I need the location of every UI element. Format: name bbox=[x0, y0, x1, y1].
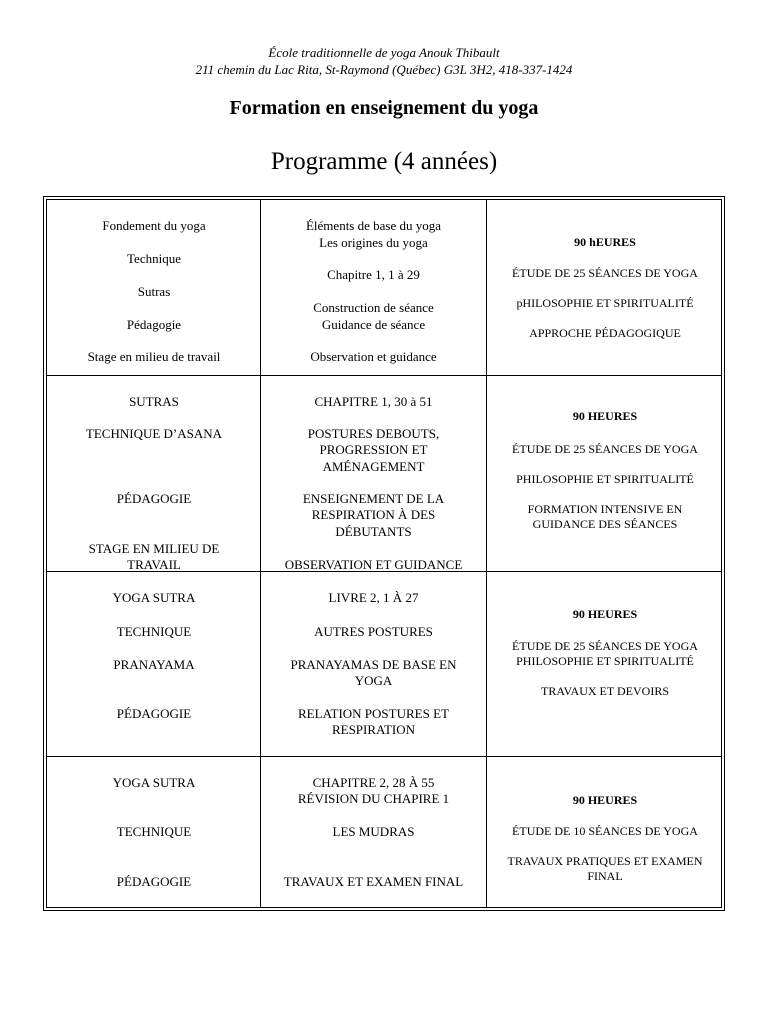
row4-col1-line: YOGA SUTRA bbox=[112, 775, 196, 790]
row1-col1-line: Technique bbox=[127, 251, 181, 266]
row2-col3-line: PHILOSOPHIE ET SPIRITUALITÉ bbox=[516, 472, 694, 486]
row3-col2-line: RESPIRATION bbox=[331, 722, 416, 737]
row2-col2-line: OBSERVATION ET GUIDANCE bbox=[284, 557, 463, 572]
row4-col1-line: TECHNIQUE bbox=[116, 824, 192, 839]
row1-col2-line: Guidance de séance bbox=[321, 317, 426, 332]
row1-col1-line: Fondement du yoga bbox=[102, 218, 206, 233]
row3-col2-line: RELATION POSTURES ET bbox=[298, 706, 449, 721]
row1-col3-line: pHILOSOPHIE ET SPIRITUALITÉ bbox=[516, 296, 694, 310]
document-subtitle: Programme (4 années) bbox=[270, 148, 498, 175]
row2-col2-line: RESPIRATION À DES bbox=[311, 507, 436, 522]
row3-hours: 90 HEURES bbox=[572, 607, 638, 621]
row3-col2-line: YOGA bbox=[354, 673, 393, 688]
row-divider bbox=[47, 375, 721, 376]
row4-col2-line: TRAVAUX ET EXAMEN FINAL bbox=[283, 874, 464, 889]
row1-col2-line: Construction de séance bbox=[313, 300, 434, 315]
row1-col2-line: Les origines du yoga bbox=[319, 235, 428, 250]
row2-col2-line: DÉBUTANTS bbox=[335, 524, 412, 539]
row1-col2-line: Éléments de base du yoga bbox=[305, 218, 441, 233]
row2-col1-line: SUTRAS bbox=[129, 394, 179, 409]
row1-col2-line: Chapitre 1, 1 à 29 bbox=[327, 267, 420, 282]
row4-col3-line: ÉTUDE DE 10 SÉANCES DE YOGA bbox=[512, 824, 698, 838]
row2-col2-line: CHAPITRE 1, 30 à 51 bbox=[314, 394, 433, 409]
row3-col1-line: TECHNIQUE bbox=[116, 624, 192, 639]
row2-col1-line: PÉDAGOGIE bbox=[116, 491, 192, 506]
row3-col1-line: YOGA SUTRA bbox=[112, 590, 196, 605]
row2-col2-line: PROGRESSION ET bbox=[319, 442, 428, 457]
row2-col1-line: TECHNIQUE D’ASANA bbox=[85, 426, 223, 441]
row1-col1-line: Stage en milieu de travail bbox=[87, 349, 221, 364]
row3-col3-line: PHILOSOPHIE ET SPIRITUALITÉ bbox=[516, 654, 694, 668]
row3-col1-line: PRANAYAMA bbox=[113, 657, 195, 672]
row1-col1-line: Pédagogie bbox=[126, 317, 182, 332]
program-table bbox=[43, 196, 725, 911]
row1-col3-line: APPROCHE PÉDAGOGIQUE bbox=[529, 326, 681, 340]
school-address: 211 chemin du Lac Rita, St-Raymond (Québec) G3L 3H2, 418-337-1424 bbox=[195, 62, 573, 77]
row2-hours: 90 HEURES bbox=[572, 409, 638, 423]
row1-col1-line: Sutras bbox=[137, 284, 171, 299]
row4-col2-line: CHAPITRE 2, 28 À 55 bbox=[312, 775, 435, 790]
school-name: École traditionnelle de yoga Anouk Thibault bbox=[268, 45, 500, 60]
row4-col1-line: PÉDAGOGIE bbox=[116, 874, 192, 889]
row-divider bbox=[47, 756, 721, 757]
row4-col3-line: FINAL bbox=[587, 869, 623, 883]
row4-col2-line: RÉVISION DU CHAPIRE 1 bbox=[297, 791, 450, 806]
row1-col3-line: ÉTUDE DE 25 SÉANCES DE YOGA bbox=[512, 266, 698, 280]
row3-col1-line: PÉDAGOGIE bbox=[116, 706, 192, 721]
row2-col3-line: FORMATION INTENSIVE EN bbox=[527, 502, 683, 516]
document-title: Formation en enseignement du yoga bbox=[229, 97, 539, 119]
row3-col2-line: PRANAYAMAS DE BASE EN bbox=[290, 657, 457, 672]
row2-col3-line: GUIDANCE DES SÉANCES bbox=[532, 517, 678, 531]
row2-col3-line: ÉTUDE DE 25 SÉANCES DE YOGA bbox=[512, 442, 698, 456]
row2-col1-line: STAGE EN MILIEU DE bbox=[88, 541, 220, 556]
row4-hours: 90 HEURES bbox=[572, 793, 638, 807]
row2-col2-line: POSTURES DEBOUTS, bbox=[307, 426, 440, 441]
row2-col1-line: TRAVAIL bbox=[127, 557, 181, 572]
row3-col2-line: AUTRES POSTURES bbox=[314, 624, 433, 639]
row4-col3-line: TRAVAUX PRATIQUES ET EXAMEN bbox=[507, 854, 703, 868]
row1-hours: 90 hEURES bbox=[574, 235, 636, 249]
row4-col2-line: LES MUDRAS bbox=[332, 824, 415, 839]
row2-col2-line: ENSEIGNEMENT DE LA bbox=[302, 491, 445, 506]
program-table-inner bbox=[46, 199, 722, 908]
row2-col2-line: AMÉNAGEMENT bbox=[322, 459, 425, 474]
row3-col3-line: ÉTUDE DE 25 SÉANCES DE YOGA bbox=[512, 639, 698, 653]
row3-col3-line: TRAVAUX ET DEVOIRS bbox=[540, 684, 669, 698]
row1-col2-line: Observation et guidance bbox=[310, 349, 437, 364]
row3-col2-line: LIVRE 2, 1 À 27 bbox=[328, 590, 419, 605]
